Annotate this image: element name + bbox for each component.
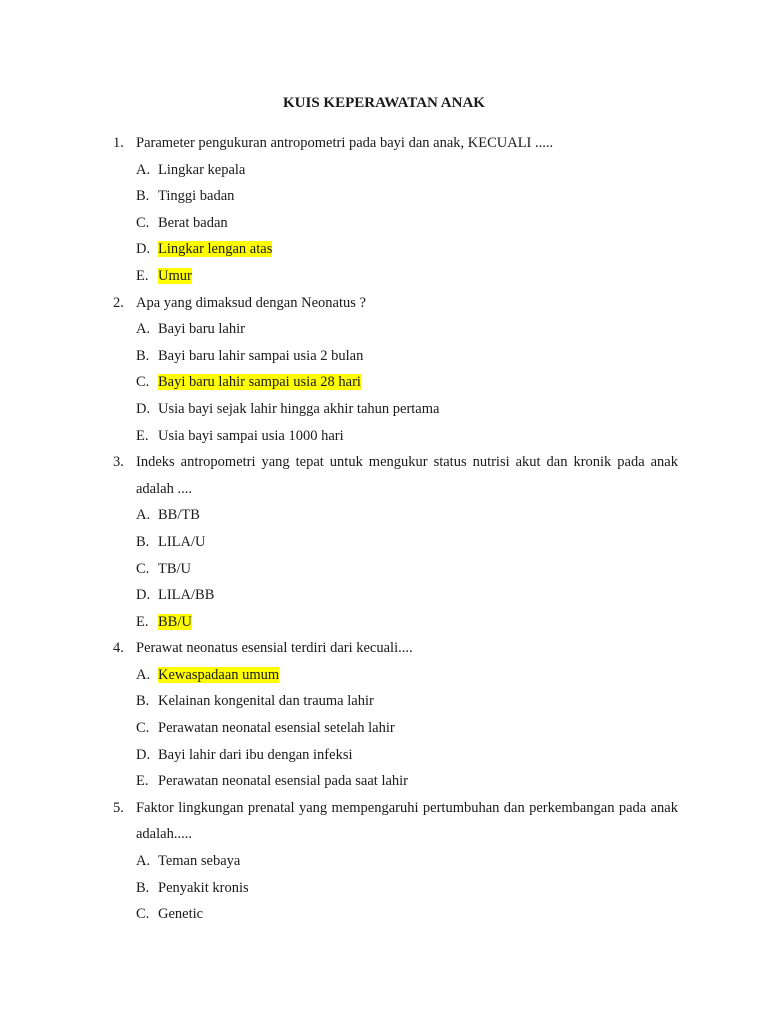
answer-option [0, 768, 768, 795]
answer-option [0, 582, 768, 609]
question-text: Faktor lingkungan prenatal yang mempengaruhi pertumbuhan dan perkembangan pada anak adalah..... [136, 799, 678, 843]
answer-option [0, 236, 768, 263]
option-letter: E. [136, 267, 149, 284]
option-text: Bayi lahir dari ibu dengan infeksi [158, 746, 353, 763]
option-text: LILA/U [158, 533, 206, 550]
option-text: Perawatan neonatal esensial pada saat lahir [158, 773, 409, 790]
answer-option [0, 157, 768, 184]
answer-option [0, 662, 768, 689]
question-3 [0, 449, 678, 502]
highlighted-answer-text: Bayi baru lahir sampai usia 28 hari [158, 374, 361, 391]
option-text: BB/TB [158, 507, 200, 524]
answer-option [0, 875, 768, 902]
answer-option [0, 742, 768, 769]
option-text: Perawatan neonatal esensial setelah lahir [158, 720, 395, 737]
question-1 [0, 130, 678, 157]
option-text: Genetic [158, 906, 204, 923]
option-text: Usia bayi sampai usia 1000 hari [158, 427, 344, 444]
option-letter: A. [136, 853, 151, 870]
quiz-list [0, 130, 768, 928]
option-letter: C. [136, 906, 150, 923]
question-number: 5. [113, 799, 124, 816]
document-title: KUIS KEPERAWATAN ANAK [283, 95, 485, 111]
answer-option [0, 715, 768, 742]
answer-option [0, 423, 768, 450]
answer-option [0, 556, 768, 583]
question-2 [0, 290, 678, 317]
answer-option [0, 901, 768, 928]
option-letter: A. [136, 161, 151, 178]
answer-option [0, 529, 768, 556]
question-number: 2. [113, 294, 124, 311]
option-text: Penyakit kronis [158, 879, 249, 896]
answer-option [0, 609, 768, 636]
option-letter: C. [136, 374, 150, 391]
answer-option [0, 316, 768, 343]
question-text: Indeks antropometri yang tepat untuk mengukur status nutrisi akut dan kronik pada anak adalah .... [136, 454, 678, 497]
answer-option [0, 848, 768, 875]
option-text: Kelainan kongenital dan trauma lahir [158, 693, 374, 710]
answer-option [0, 183, 768, 210]
highlighted-answer-text: Lingkar lengan atas [158, 241, 273, 258]
option-letter: B. [136, 693, 150, 710]
question-number: 3. [113, 454, 124, 471]
option-text: Berat badan [158, 214, 228, 231]
option-letter: A. [136, 666, 151, 683]
question-text: Apa yang dimaksud dengan Neonatus ? [136, 294, 366, 311]
option-text: Teman sebaya [158, 853, 241, 870]
option-text: Bayi baru lahir [158, 321, 245, 338]
option-letter: E. [136, 773, 149, 790]
question-5 [0, 795, 678, 848]
option-letter: C. [136, 214, 150, 231]
option-text: Lingkar kepala [158, 161, 246, 178]
option-text: Tinggi badan [158, 188, 235, 205]
option-letter: A. [136, 507, 151, 524]
option-letter: E. [136, 613, 149, 630]
highlighted-answer-text: Umur [158, 267, 192, 284]
highlighted-answer-text: BB/U [158, 613, 192, 630]
answer-option [0, 502, 768, 529]
option-letter: B. [136, 879, 150, 896]
option-letter: E. [136, 427, 149, 444]
answer-option [0, 369, 768, 396]
answer-option [0, 396, 768, 423]
option-text: TB/U [158, 560, 192, 577]
option-text: Usia bayi sejak lahir hingga akhir tahun pertama [158, 400, 440, 417]
option-letter: D. [136, 587, 151, 604]
option-letter: D. [136, 746, 151, 763]
answer-option [0, 688, 768, 715]
option-text: LILA/BB [158, 587, 215, 604]
option-letter: B. [136, 533, 150, 550]
option-letter: D. [136, 241, 151, 258]
option-letter: C. [136, 560, 150, 577]
answer-option [0, 210, 768, 237]
option-letter: B. [136, 188, 150, 205]
question-text: Perawat neonatus esensial terdiri dari kecuali.... [136, 640, 413, 657]
question-text: Parameter pengukuran antropometri pada bayi dan anak, KECUALI ..... [136, 135, 554, 151]
highlighted-answer-text: Kewaspadaan umum [158, 666, 280, 683]
option-letter: D. [136, 400, 151, 417]
option-letter: A. [136, 321, 151, 338]
question-number: 1. [113, 135, 124, 151]
question-number: 4. [113, 640, 124, 657]
option-letter: C. [136, 720, 150, 737]
option-letter: B. [136, 347, 150, 364]
answer-option [0, 343, 768, 370]
answer-option [0, 263, 768, 290]
option-text: Bayi baru lahir sampai usia 2 bulan [158, 347, 364, 364]
question-4 [0, 635, 678, 662]
